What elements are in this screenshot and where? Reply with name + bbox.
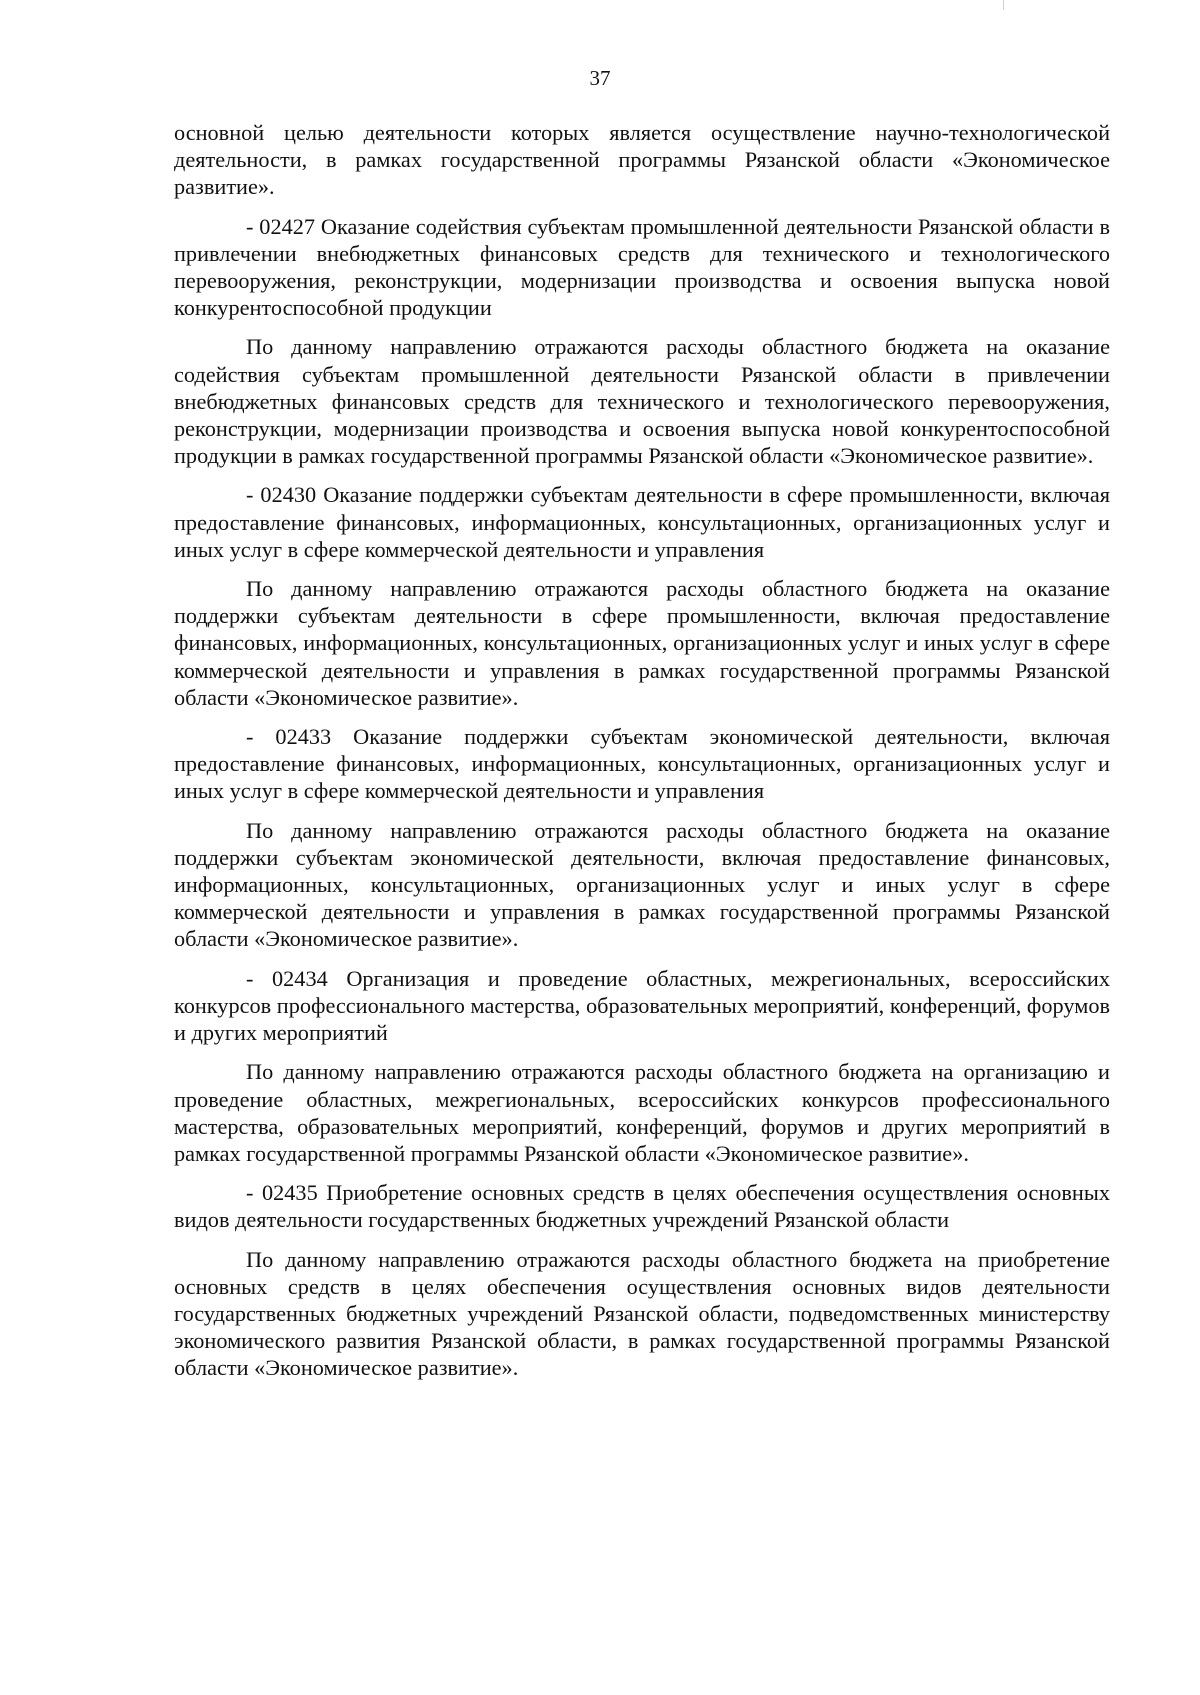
item-02430-heading: - 02430 Оказание поддержки субъектам деятельности в сфере промышленности, включая предоставление финансовых, информационных, консультационных, организационных услуг и иных услуг в сфере коммерческой деятельности и управления	[174, 482, 1110, 562]
item-02434-heading: - 02434 Организация и проведение областных, межрегиональных, всероссийских конкурсов профессионального мастерства, образовательных мероприятий, конференций, форумов и других мероприятий	[174, 965, 1110, 1046]
paragraph-continuation: основной целью деятельности которых является осуществление научно-технологической деятельности, в рамках государственной программы Рязанской области «Экономическое развитие».	[174, 120, 1110, 200]
item-02435-heading: - 02435 Приобретение основных средств в целях обеспечения осуществления основных видов деятельности государственных бюджетных учреждений Рязанской области	[174, 1180, 1110, 1233]
page-number: 37	[589, 66, 611, 90]
item-02427-heading: - 02427 Оказание содействия субъектам промышленной деятельности Рязанской области в привлечении внебюджетных финансовых средств для технического и технологического перевооружения, реконструкции, модернизации производства и освоения выпуска новой конкурентоспособной продукции	[174, 213, 1110, 321]
document-body	[174, 119, 1110, 1394]
item-02434-description: По данному направлению отражаются расходы областного бюджета на организацию и проведение областных, межрегиональных, всероссийских конкурсов профессионального мастерства, образовательных мероприятий, конференций, форумов и других мероприятий в рамках государственной программы Рязанской области «Экономическое развитие».	[174, 1059, 1110, 1166]
scan-artifact	[1003, 0, 1004, 10]
item-02430-description: По данному направлению отражаются расходы областного бюджета на оказание поддержки субъектам деятельности в сфере промышленности, включая предоставление финансовых, информационных, консультационных, организационных услуг и иных услуг в сфере коммерческой деятельности и управления в рамках государственной программы Рязанской области «Экономическое развитие».	[174, 576, 1110, 710]
item-02433-description: По данному направлению отражаются расходы областного бюджета на оказание поддержки субъектам экономической деятельности, включая предоставление финансовых, информационных, консультационных, организационных услуг и иных услуг в сфере коммерческой деятельности и управления в рамках государственной программы Рязанской области «Экономическое развитие».	[174, 817, 1110, 952]
item-02433-heading: - 02433 Оказание поддержки субъектам экономической деятельности, включая предоставление финансовых, информационных, консультационных, организационных услуг и иных услуг в сфере коммерческой деятельности и управления	[174, 724, 1110, 804]
item-02427-description: По данному направлению отражаются расходы областного бюджета на оказание содействия субъектам промышленной деятельности Рязанской области в привлечении внебюджетных финансовых средств для технического и технологического перевооружения, реконструкции, модернизации производства и освоения выпуска новой конкурентоспособной продукции в рамках государственной программы Рязанской области «Экономическое развитие».	[174, 334, 1110, 469]
item-02435-description: По данному направлению отражаются расходы областного бюджета на приобретение основных средств в целях обеспечения осуществления основных видов деятельности государственных бюджетных учреждений Рязанской области, подведомственных министерству экономического развития Рязанской области, в рамках государственной программы Рязанской области «Экономическое развитие».	[174, 1246, 1110, 1381]
